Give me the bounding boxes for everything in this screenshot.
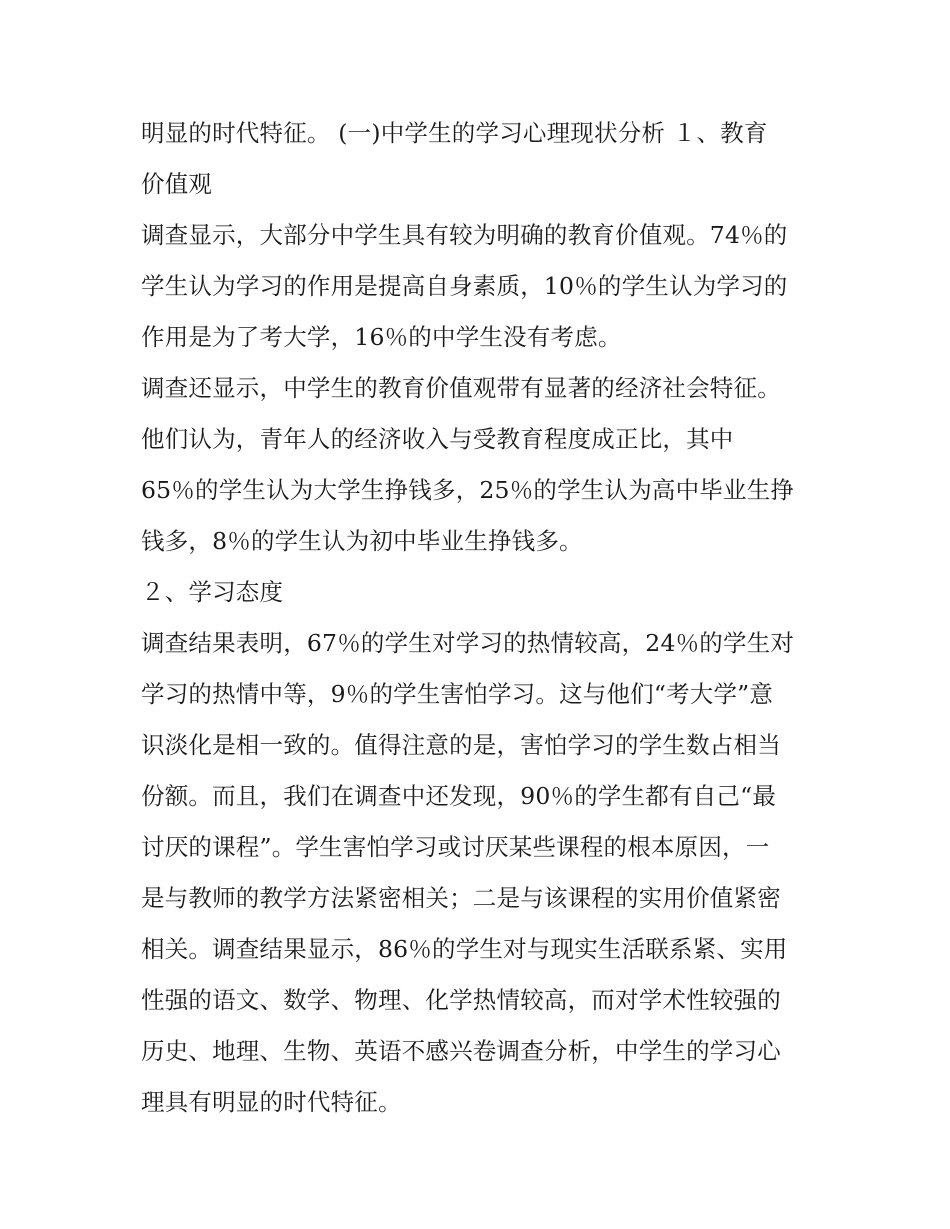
text-line: 调查结果表明，67％的学生对学习的热情较高，24％的学生对 [141,629,795,657]
text-line: 是与教师的教学方法紧密相关；二是与该课程的实用价值紧密 [141,884,781,912]
text-line: 明显的时代特征。 (一)中学生的学习心理现状分析 １、教育 [141,119,768,147]
section-heading: ２、学习态度 [141,578,284,606]
text-line: 65％的学生认为大学生挣钱多，25％的学生认为高中毕业生挣 [141,476,795,504]
text-line: 钱多，8％的学生认为初中毕业生挣钱多。 [141,527,583,555]
text-line: 调查显示，大部分中学生具有较为明确的教育价值观。74％的 [141,221,788,249]
text-line: 学生认为学习的作用是提高自身素质，10％的学生认为学习的 [141,272,788,300]
body-text [141,108,821,1128]
text-line: 学习的热情中等，9％的学生害怕学习。这与他们“考大学”意 [141,680,774,708]
text-line: 作用是为了考大学，16％的中学生没有考虑。 [141,323,622,351]
text-line: 份额。而且，我们在调查中还发现，90％的学生都有自己“最 [141,782,777,810]
text-line: 历史、地理、生物、英语不感兴卷调查分析，中学生的学习心 [141,1037,781,1065]
text-line: 讨厌的课程”。学生害怕学习或讨厌某些课程的根本原因，一 [141,833,770,861]
text-line: 理具有明显的时代特征。 [141,1088,402,1116]
text-line: 调查还显示，中学生的教育价值观带有显著的经济社会特征。 [141,374,781,402]
text-line: 他们认为，青年人的经济收入与受教育程度成正比，其中 [141,425,734,453]
text-line: 价值观 [141,170,213,198]
text-line: 识淡化是相一致的。值得注意的是，害怕学习的学生数占相当 [141,731,781,759]
text-line: 相关。调查结果显示，86％的学生对与现实生活联系紧、实用 [141,935,788,963]
text-line: 性强的语文、数学、物理、化学热情较高，而对学术性较强的 [141,986,781,1014]
